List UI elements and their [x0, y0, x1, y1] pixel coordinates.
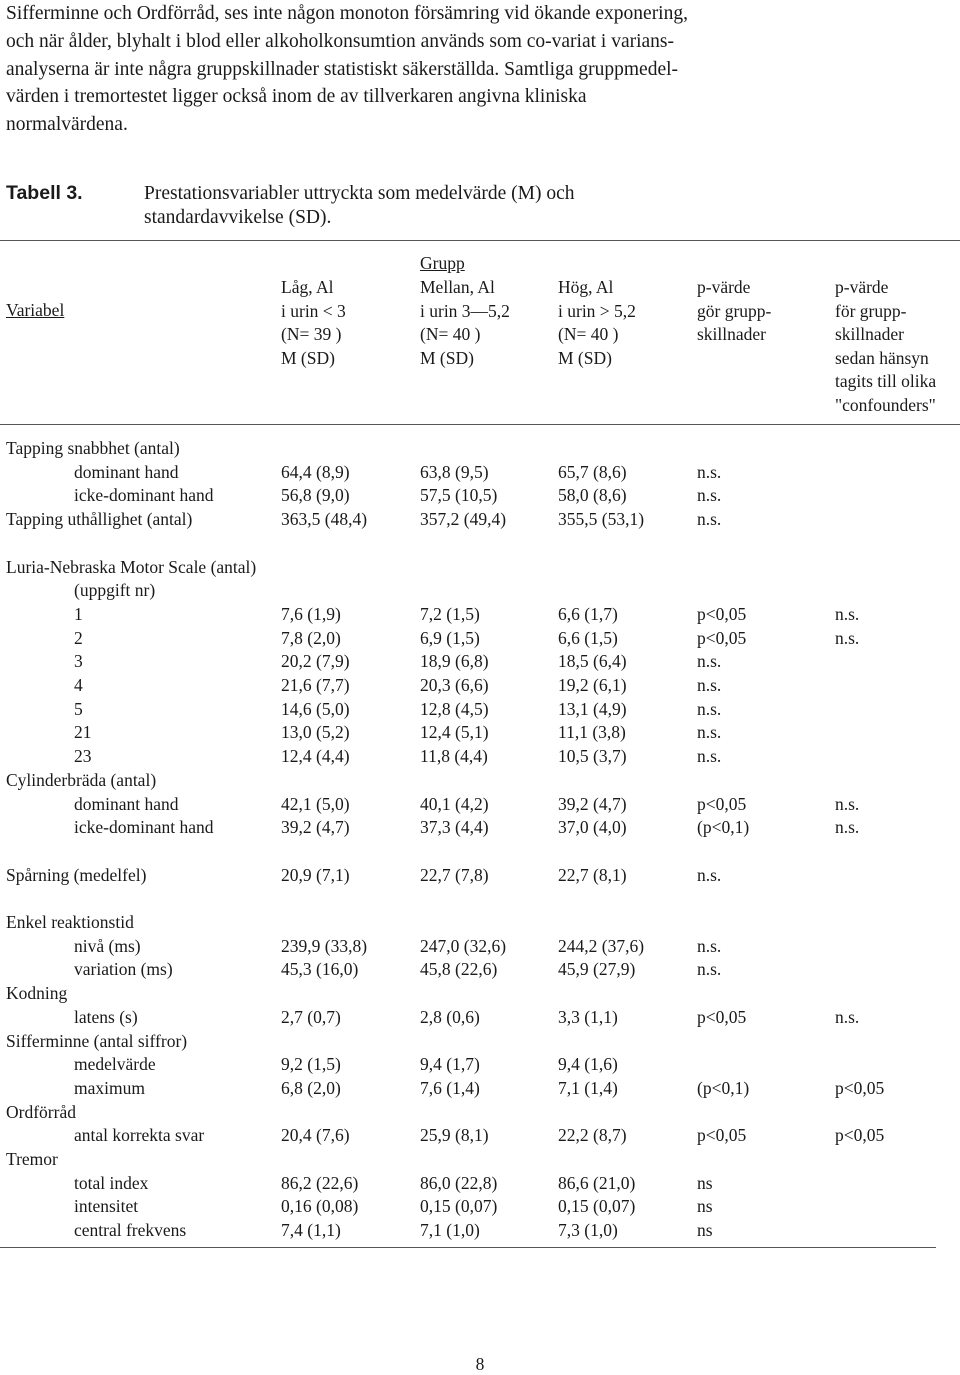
row-label: 21: [74, 722, 92, 743]
p-value: p<0,05: [697, 1006, 747, 1027]
row-label: variation (ms): [74, 959, 173, 980]
p-value: n.s.: [697, 651, 722, 672]
value-mellan: 40,1 (4,2): [420, 793, 489, 814]
row-label: Kodning: [6, 983, 68, 1004]
value-lag: 20,2 (7,9): [281, 651, 350, 672]
table-row: [0, 675, 960, 699]
value-lag: 0,16 (0,08): [281, 1196, 359, 1217]
intro-line: värden i tremortestet ligger också inom de av tillverkaren angivna kliniska: [6, 86, 587, 108]
header-col-hog: Hög, Al i urin > 5,2 (N= 40 ) M (SD): [558, 277, 636, 368]
p-value-confounders: p<0,05: [835, 1077, 885, 1098]
row-label: 1: [74, 603, 83, 624]
value-mellan: 7,2 (1,5): [420, 603, 480, 624]
table-row: [0, 1102, 960, 1126]
row-label: central frekvens: [74, 1220, 187, 1241]
table-row: [0, 770, 960, 794]
row-label: icke-dominant hand: [74, 817, 214, 838]
row-label: dominant hand: [74, 461, 179, 482]
value-lag: 9,2 (1,5): [281, 1054, 341, 1075]
p-value-confounders: n.s.: [835, 817, 860, 838]
header-variabel: Variabel: [6, 300, 65, 320]
p-value-confounders: n.s.: [835, 627, 860, 648]
table-row: [0, 722, 960, 746]
value-lag: 7,6 (1,9): [281, 603, 341, 624]
row-label: antal korrekta svar: [74, 1125, 205, 1146]
header-grupp: Grupp: [420, 253, 465, 273]
table-row: [0, 1078, 960, 1102]
table-row: [0, 485, 960, 509]
p-value: p<0,05: [697, 627, 747, 648]
table-row: [0, 1196, 960, 1220]
table-row: [0, 1173, 960, 1197]
value-hog: 45,9 (27,9): [558, 959, 636, 980]
row-label: (uppgift nr): [74, 580, 156, 601]
table-row: [0, 462, 960, 486]
value-lag: 39,2 (4,7): [281, 817, 350, 838]
value-hog: 11,1 (3,8): [558, 722, 626, 743]
p-value: ns: [697, 1172, 713, 1193]
value-mellan: 12,4 (5,1): [420, 722, 489, 743]
table-row: [0, 1220, 960, 1244]
p-value: n.s.: [697, 746, 722, 767]
row-label: total index: [74, 1172, 149, 1193]
value-lag: 12,4 (4,4): [281, 746, 350, 767]
table-row: [0, 817, 960, 841]
table-label: Tabell 3.: [6, 182, 83, 204]
value-hog: 58,0 (8,6): [558, 485, 627, 506]
row-label: Tapping uthållighet (antal): [6, 509, 193, 530]
value-lag: 64,4 (8,9): [281, 461, 350, 482]
table-row: [0, 912, 960, 936]
value-hog: 13,1 (4,9): [558, 698, 627, 719]
value-mellan: 247,0 (32,6): [420, 935, 507, 956]
value-mellan: 357,2 (49,4): [420, 509, 507, 530]
row-label: Ordförråd: [6, 1101, 76, 1122]
intro-line: och när ålder, blyhalt i blod eller alkoholkonsumtion används som co-variat i varians-: [6, 30, 674, 52]
value-hog: 37,0 (4,0): [558, 817, 627, 838]
value-mellan: 22,7 (7,8): [420, 864, 489, 885]
value-hog: 3,3 (1,1): [558, 1006, 618, 1027]
value-hog: 19,2 (6,1): [558, 675, 627, 695]
row-label: intensitet: [74, 1196, 139, 1217]
table-row: [0, 936, 960, 960]
intro-line: analyserna är inte några gruppskillnader statistiskt säkerställda. Samtliga gruppmedel-: [6, 58, 679, 80]
value-mellan: 63,8 (9,5): [420, 461, 489, 482]
value-lag: 20,9 (7,1): [281, 864, 350, 885]
header-col-pvarde-confounders: p-värde för grupp- skillnader sedan hänsyn tagits till olika "confounders": [835, 277, 937, 415]
p-value: n.s.: [697, 675, 722, 695]
value-lag: 2,7 (0,7): [281, 1006, 341, 1027]
value-lag: 45,3 (16,0): [281, 959, 359, 980]
value-lag: 239,9 (33,8): [281, 935, 368, 956]
table-row: [0, 983, 960, 1007]
value-lag: 363,5 (48,4): [281, 509, 368, 530]
table-bottom-rule: [0, 1247, 936, 1248]
value-mellan: 25,9 (8,1): [420, 1125, 489, 1146]
value-hog: 355,5 (53,1): [558, 509, 645, 530]
row-label: 3: [74, 651, 83, 672]
value-mellan: 7,1 (1,0): [420, 1220, 480, 1241]
table-row: [0, 865, 960, 889]
row-label: Cylinderbräda (antal): [6, 769, 157, 790]
p-value: n.s.: [697, 698, 722, 719]
value-lag: 56,8 (9,0): [281, 485, 350, 506]
p-value: n.s.: [697, 722, 722, 743]
table-row: [0, 1149, 960, 1173]
p-value: p<0,05: [697, 603, 747, 624]
row-label: dominant hand: [74, 793, 179, 814]
table-row: [0, 794, 960, 818]
value-mellan: 18,9 (6,8): [420, 651, 489, 672]
value-hog: 6,6 (1,7): [558, 603, 618, 624]
row-label: Enkel reaktionstid: [6, 912, 134, 932]
intro-line: normalvärdena.: [6, 114, 128, 136]
table-row: [0, 509, 960, 533]
page-number: 8: [475, 1354, 485, 1374]
value-hog: 0,15 (0,07): [558, 1196, 636, 1217]
value-mellan: 86,0 (22,8): [420, 1172, 498, 1193]
row-label: icke-dominant hand: [74, 485, 214, 506]
p-value-confounders: p<0,05: [835, 1125, 885, 1146]
value-hog: 39,2 (4,7): [558, 793, 627, 814]
table-row: [0, 604, 960, 628]
value-mellan: 37,3 (4,4): [420, 817, 489, 838]
table-top-rule: [0, 240, 960, 241]
p-value: n.s.: [697, 864, 722, 885]
row-label: Spårning (medelfel): [6, 864, 147, 885]
row-label: 5: [74, 698, 83, 719]
caption-line: Prestationsvariabler uttryckta som medelvärde (M) och: [144, 183, 575, 204]
value-hog: 6,6 (1,5): [558, 627, 618, 648]
p-value: n.s.: [697, 935, 722, 956]
value-mellan: 57,5 (10,5): [420, 485, 498, 506]
p-value: p<0,05: [697, 1125, 747, 1146]
row-label: Sifferminne (antal siffror): [6, 1030, 188, 1051]
value-hog: 86,6 (21,0): [558, 1172, 636, 1193]
table-row: [0, 438, 960, 462]
p-value-confounders: n.s.: [835, 793, 860, 814]
value-lag: 7,4 (1,1): [281, 1220, 341, 1241]
value-mellan: 6,9 (1,5): [420, 627, 480, 648]
row-label: 4: [74, 675, 83, 695]
table-caption: [144, 182, 575, 230]
p-value: n.s.: [697, 959, 722, 980]
header-col-lag: Låg, Al i urin < 3 (N= 39 ) M (SD): [281, 277, 346, 368]
table-row: [0, 746, 960, 770]
row-label: 23: [74, 746, 92, 767]
table-row: [0, 841, 960, 865]
value-lag: 21,6 (7,7): [281, 675, 350, 695]
value-hog: 22,7 (8,1): [558, 864, 627, 885]
table-row: [0, 1031, 960, 1055]
p-value: ns: [697, 1220, 713, 1241]
value-mellan: 0,15 (0,07): [420, 1196, 498, 1217]
row-label: Tremor: [6, 1149, 58, 1169]
caption-line: standardavvikelse (SD).: [144, 207, 332, 228]
p-value: n.s.: [697, 509, 722, 530]
value-lag: 7,8 (2,0): [281, 627, 341, 648]
table-row: [0, 557, 960, 581]
p-value: (p<0,1): [697, 1077, 750, 1098]
table-row: [0, 1054, 960, 1078]
row-label: Luria-Nebraska Motor Scale (antal): [6, 556, 257, 577]
value-mellan: 20,3 (6,6): [420, 675, 489, 695]
value-mellan: 45,8 (22,6): [420, 959, 498, 980]
p-value: (p<0,1): [697, 817, 750, 838]
p-value: ns: [697, 1196, 713, 1217]
row-label: latens (s): [74, 1006, 138, 1027]
p-value: p<0,05: [697, 793, 747, 814]
intro-line: Sifferminne och Ordförråd, ses inte någon monoton försämring vid ökande exponering,: [6, 3, 688, 24]
row-label: 2: [74, 627, 83, 648]
row-label: Tapping snabbhet (antal): [6, 438, 180, 458]
value-hog: 22,2 (8,7): [558, 1125, 627, 1146]
table-row: [0, 651, 960, 675]
value-hog: 7,1 (1,4): [558, 1077, 618, 1098]
table-row: [0, 1125, 960, 1149]
header-col-mellan: Mellan, Al i urin 3—5,2 (N= 40 ) M (SD): [420, 277, 510, 368]
table-row: [0, 533, 960, 557]
value-hog: 10,5 (3,7): [558, 746, 627, 767]
table-row: [0, 888, 960, 912]
value-hog: 18,5 (6,4): [558, 651, 627, 672]
row-label: maximum: [74, 1077, 145, 1098]
p-value-confounders: n.s.: [835, 603, 860, 624]
row-label: nivå (ms): [74, 935, 141, 956]
value-lag: 6,8 (2,0): [281, 1077, 341, 1098]
table-row: [0, 699, 960, 723]
value-lag: 86,2 (22,6): [281, 1172, 359, 1193]
value-hog: 244,2 (37,6): [558, 935, 645, 956]
value-lag: 20,4 (7,6): [281, 1125, 350, 1146]
value-hog: 9,4 (1,6): [558, 1054, 618, 1075]
p-value-confounders: n.s.: [835, 1006, 860, 1027]
p-value: n.s.: [697, 461, 722, 482]
intro-paragraph: [6, 0, 956, 139]
value-mellan: 7,6 (1,4): [420, 1077, 480, 1098]
value-mellan: 2,8 (0,6): [420, 1006, 480, 1027]
p-value: n.s.: [697, 485, 722, 506]
table-row: [0, 580, 960, 604]
table-row: [0, 959, 960, 983]
value-lag: 42,1 (5,0): [281, 793, 350, 814]
header-bottom-rule: [0, 424, 960, 425]
value-hog: 7,3 (1,0): [558, 1220, 618, 1241]
value-hog: 65,7 (8,6): [558, 461, 627, 482]
value-mellan: 11,8 (4,4): [420, 746, 488, 767]
value-mellan: 9,4 (1,7): [420, 1054, 480, 1075]
value-lag: 13,0 (5,2): [281, 722, 350, 743]
header-col-pvarde: p-värde gör grupp- skillnader: [697, 277, 772, 345]
value-mellan: 12,8 (4,5): [420, 698, 489, 719]
row-label: medelvärde: [74, 1054, 156, 1075]
table-row: [0, 628, 960, 652]
table-row: [0, 1007, 960, 1031]
value-lag: 14,6 (5,0): [281, 698, 350, 719]
